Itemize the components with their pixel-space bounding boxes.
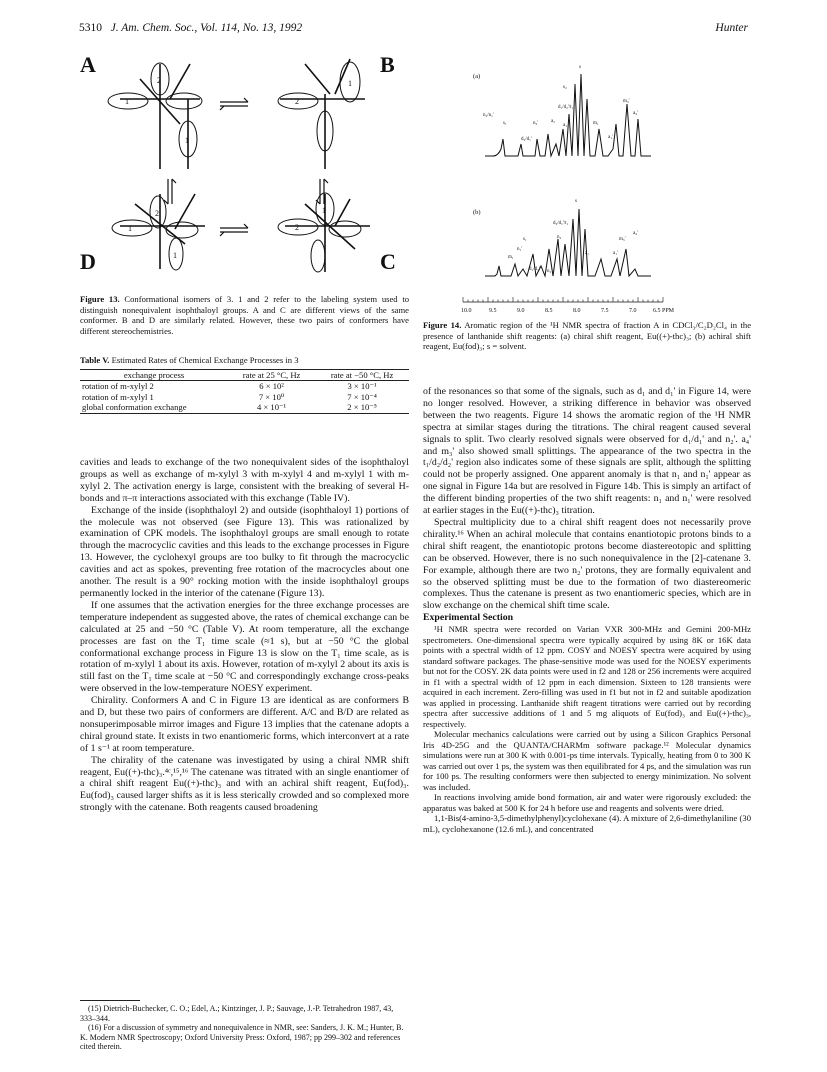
table-cell: rotation of m-xylyl 1 [82, 391, 154, 402]
experimental-heading: Experimental Section [423, 612, 514, 624]
ring-label-a1b: 1 [185, 136, 189, 145]
peak-label: d₂/d₁' [521, 137, 532, 142]
conformer-a-structure [108, 63, 202, 169]
footnote-rule [80, 1000, 140, 1001]
peak-label: n₂/n₁' [483, 113, 494, 118]
tick-label: 7.5 [601, 308, 609, 314]
peak-label: s₁ [503, 121, 507, 126]
table-row [80, 381, 409, 392]
panel-b-label: (b) [473, 209, 481, 216]
label-b: B [380, 52, 395, 77]
tick-label: 8.5 [545, 308, 553, 314]
peak-label: s₂ [563, 85, 567, 90]
peak-label: a₁' [613, 251, 618, 256]
ring-label-c2: 2 [295, 223, 299, 232]
peak-label: m₁ [508, 255, 514, 260]
table-5-label: Table V. [80, 355, 110, 365]
figure-13-conformers [80, 44, 409, 284]
paragraph: ¹H NMR spectra were recorded on Varian VXR 300-MHz and Gemini 200-MHz spectrometers. One-dimensional spectra were typically acquired by using 8K or 16K data points with a spectral width of 12 ppm. COSY and NOESY spectra were acquired by using standard software packages. The phase-sensitive mode was used for the NOESY experiments but not for the COSY. 2K data points were used in f2 and 128 or 256 increments were acquired in f1 with a spectral width of 12 ppm in each dimension. Sixteen to 128 transients were acquired in each increment. Zero-filling was used in f1 but not in f2 and suitable apodization was applied in processing. Lanthanide shift reagent titrations were carried out by recording spectra after successive additions of 1 and 5 mg aliquots of Eu(fod)₃ and Eu((+)-thc)₃, respectively. [423, 624, 751, 729]
peak-label: n₃' [533, 121, 539, 126]
figure-13-caption-text: Conformational isomers of 3. 1 and 2 refer to the labeling system used to distinguish nonequivalent isophthaloyl groups. A and C are different views of the same conformer. B and D are similarly related. However, these two pairs of conformers have different stereochemistries. [80, 294, 410, 336]
paragraph: 1,1-Bis(4-amino-3,5-dimethylphenyl)cyclohexane (4). A mixture of 2,6-dimethylaniline (30 mL), cyclohexanone (12.6 mL), and concentrated [423, 813, 751, 834]
table-5 [80, 355, 409, 414]
peak-label: a₂ [551, 119, 555, 124]
spectrum-a-trace [485, 74, 651, 156]
tick-label: 9.0 [517, 308, 525, 314]
label-d: D [80, 249, 96, 274]
peak-label: d₁/d₂'/t₁ [558, 105, 574, 110]
page-number: 5310 [79, 22, 102, 34]
tick-label: 7.0 [629, 308, 637, 314]
ring-label-a2: 2 [157, 76, 161, 85]
table-cell: 7 × 10⁻⁴ [347, 391, 377, 402]
body-right-column [423, 386, 751, 834]
ring-label-d1b: 1 [173, 251, 177, 260]
peak-label: a₄' [633, 111, 638, 116]
journal-citation: J. Am. Chem. Soc., Vol. 114, No. 13, 1992 [110, 22, 303, 34]
table-row [80, 392, 409, 402]
table-header: rate at 25 °C, Hz [228, 370, 315, 381]
tick-label: 10.0 [461, 308, 472, 314]
ring-label-d2: 2 [155, 209, 159, 218]
tick-label: 8.0 [573, 308, 581, 314]
table-cell: rotation of m-xylyl 2 [82, 381, 154, 392]
paragraph: The chirality of the catenane was investigated by using a chiral NMR shift reagent, Eu((+)-thc)₃.⁴ᶜ,¹⁵,¹⁶ The catenane was titrated with an single enantiomer of a chiral shift reagent Eu((+)-thc)₃ and with an achiral shift reagent, Eu(fod)₃. Eu(fod)₃ caused larger shifts as it is less sterically crowded and so complexed more strongly with the catenane. Both reagents caused broadening [80, 754, 409, 814]
figure-14-caption-text: Aromatic region of the ¹H NMR spectra of fraction A in CDCl₃/C₂D₂Cl₄ in the presence of lanthanide shift reagents: (a) chiral shift reagent, Eu((+)-thc)₃; (b) achiral shift reagent, Eu(fod)₃; s = solvent. [423, 320, 752, 352]
footnote: (16) For a discussion of symmetry and nonequivalence in NMR, see: Sanders, J. K. M.; Hunter, B. K. Modern NMR Spectroscopy; Oxford University Press: Oxford, 1987; pp 299–302 and references cited therein. [80, 1023, 404, 1052]
figure-14-nmr-spectra [423, 44, 751, 318]
figure-13-caption-label: Figure 13. [80, 294, 120, 304]
peak-label: a₁' [608, 135, 613, 140]
peak-label: a₁ [585, 251, 589, 256]
body-left-column [80, 457, 409, 814]
peak-label: m₁ [593, 121, 599, 126]
figure-14-caption [423, 320, 751, 352]
figure-13-caption [80, 294, 409, 336]
ring-label-c1: 1 [322, 206, 326, 215]
table-5-grid [80, 369, 409, 414]
conformer-d-structure [112, 194, 205, 270]
table-header: exchange process [80, 370, 228, 381]
table-header: rate at −50 °C, Hz [315, 370, 409, 381]
peak-label: s [579, 65, 581, 70]
tick-label: 6.5 PPM [653, 308, 675, 314]
table-5-title-text: Estimated Rates of Chemical Exchange Processes in 3 [111, 355, 299, 365]
experimental-section [423, 624, 751, 834]
header-left [79, 22, 302, 34]
paragraph: cavities and leads to exchange of the two nonequivalent sides of the isophthaloyl groups as well as exchange of m-xylyl 3 with m-xylyl 4 and m-xylyl 1 with m-xylyl 2. The activation energy is large, consistent with the breaking of several H-bonds and π–π interactions associated with this exchange (Table IV). [80, 457, 409, 504]
peak-label: d₂/d₁'/t₁ [553, 221, 569, 226]
peak-label: d₁/d₁' [529, 267, 540, 272]
label-a: A [80, 52, 96, 77]
running-author: Hunter [715, 22, 748, 34]
footnote: (15) Dietrich-Buchecker, C. O.; Edel, A.; Kintzinger, J. P.; Sauvage, J.-P. Tetrahedron 1987, 43, 333–344. [80, 1004, 394, 1023]
ring-label-d1: 1 [128, 224, 132, 233]
peak-label: m₃' [623, 99, 630, 104]
paragraph: Exchange of the inside (isophthaloyl 2) and outside (isophthaloyl 1) portions of the molecule was not observed (see Figure 13). This was rationalized by examination of CPK models. The isophthaloyl groups are small enough to rotate through the macrocyclic cavities and this leads to the exchange processes in Figure 13. However, the cyclohexyl groups are too bulky to fit through the macrocyclic cavities and act as spokes, preventing free rotation of the macrocycles about one another. The result is a 90° rocking motion with the inside isophthaloyl groups permanently locked in the interior of the catenane (Figure 13). [80, 504, 409, 599]
peak-label: n₂' [547, 269, 553, 274]
paragraph: If one assumes that the activation energies for the three exchange processes are temperature independent as suggested above, the rates of chemical exchange can be calculated at 25 and −50 °C (Table V). At room temperature, all the exchange processes are fast on the T₁ time scale (≈1 s), but at −50 °C the global conformational exchange process in Figure 13 is slow on the T₁ time scale, as is rotation of m-xylyl 1 about its axis. However, rotation of m-xylyl 2 about its axis is still fast on the T₁ time scale at −50 °C and correspondingly exchange cross-peaks were observed in the low-temperature NOESY experiment. [80, 599, 409, 695]
table-cell: 3 × 10⁻¹ [347, 381, 377, 392]
table-cell: 4 × 10⁻¹ [228, 402, 315, 413]
footnotes [80, 1004, 409, 1052]
peak-label: m₃' [619, 237, 626, 242]
ppm-axis-ticks [463, 297, 663, 302]
conformer-b-structure [278, 59, 365, 169]
tick-label: 9.5 [489, 308, 497, 314]
running-header [79, 22, 748, 38]
peak-label: n₂ [557, 235, 562, 240]
peak-label: a₄' [633, 231, 638, 236]
table-cell: global conformation exchange [80, 402, 228, 413]
label-c: C [380, 249, 396, 274]
peak-label: s [575, 199, 577, 204]
ring-label-a1: 1 [125, 97, 129, 106]
paragraph: Spectral multiplicity due to a chiral shift reagent does not necessarily prove chirality.¹⁶ When an achiral molecule that contains enantiotopic protons binds to a chiral shift reagent, the enantiotopic protons become diastereotopic and splitting can be observed. However, there is no such nonequivalence in the [2]-catenane 3. For example, although there are two n₂' protons, they are formally equivalent and so the observed splitting must be due to the formation of two diastereomeric complexes. Thus the catenane is present as two enantiomeric species, which are in slow exchange on the chemical shift time scale. [423, 516, 751, 612]
paragraph: In reactions involving amide bond formation, air and water were rigorously excluded: the apparatus was baked at 500 K for 24 h before use and reagents and solvents were dried. [423, 792, 751, 813]
figure-14-caption-label: Figure 14. [423, 320, 462, 330]
peak-label: n₁' [517, 247, 523, 252]
table-5-title [80, 355, 409, 366]
table-cell: 6 × 10² [259, 381, 284, 392]
ring-label-b1: 1 [348, 79, 352, 88]
table-row [80, 402, 409, 413]
spectrum-b-trace [485, 209, 651, 276]
panel-a-label: (a) [473, 73, 481, 80]
paragraph: of the resonances so that some of the signals, such as d₁ and d₁' in Figure 14, were no longer resolved. However, a striking difference in behavior was observed between the two reagents. Figure 14 shows the aromatic region of the ¹H NMR spectra at similar stages during the titrations. The chiral reagent caused several signals to split. Two clearly resolved signals were observed for d₁/d₁' and n₂'. a₄' and m₃' also showed small splittings. The appearance of the two spectra in the t₁/d₂/d₂' region also indicates some of these signals are split, although the splitting could not be properly assigned. One apparent anomaly is that n₁ and n₁' appear as one signal in Figure 14a but are resolved in Figure 14b. This is simply an artifact of the different binding properties of the two shift reagents: n₁ and n₁' were resolved at earlier stages in the Eu((+)-thc)₃ titration. [423, 386, 751, 517]
peak-label: a₁ [563, 123, 567, 128]
paragraph: Chirality. Conformers A and C in Figure 13 are identical as are conformers B and D, but these two pairs of conformers are different. A/C and B/D are related as nonsuperimposable mirror images and Figure 13 implies that the catenane adopts a chiral ground state. It exists in two enantiomeric forms, which interconvert at a rate of 1 s⁻¹ at room temperature. [80, 695, 409, 754]
peak-label: s₁ [523, 237, 527, 242]
table-cell: 2 × 10⁻⁵ [315, 402, 409, 413]
table-cell: 7 × 10⁰ [258, 391, 285, 402]
ring-label-b2: 2 [295, 97, 299, 106]
paragraph: Molecular mechanics calculations were carried out by using a Silicon Graphics Personal Iris 4D-25G and the QUANTA/CHARMm software package.¹² Molecular dynamics simulations were run at 300 K with 0.001-ps time intervals. Typically, heating from 0 to 300 K was carried out over 1 ps, the system was then equilibrated for 4 ps, and the simulation was run for 100 ps. The resulting conformers were then subjected to energy minimization. No solvent was included. [423, 729, 751, 792]
conformer-c-structure [278, 193, 370, 272]
